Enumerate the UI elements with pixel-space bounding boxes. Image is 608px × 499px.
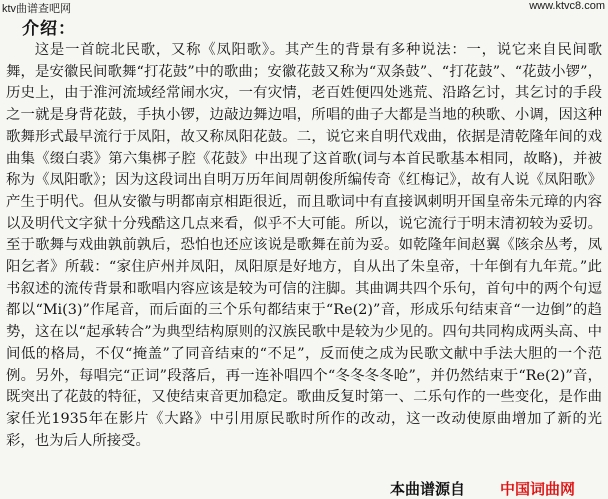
source-label: 本曲谱源自 [390, 480, 466, 498]
article-body: 这是一首皖北民歌，又称《凤阳歌》。其产生的背景有多种说法：一，说它来自民间歌舞，是安徽民间歌舞“打花鼓”中的歌曲；安徽花鼓又称为“双条鼓”、“打花鼓”、“花鼓小锣”，历史上，由于淮河流域经常闹水灾，一有灾情，老百姓便四处逃荒、沿路乞讨，其乞讨的手段之一就是身背花鼓，手执小锣，边敲边舞边唱，所唱的曲子大都是当地的秧歌、小调，因这种歌舞形式最早流行于凤阳，故又称凤阳花鼓。二，说它来自明代戏曲，依据是清乾隆年间的戏曲集《缀白裘》第六集梆子腔《花鼓》中出现了这首歌(词与本首民歌基本相同，故略)，并被称为《凤阳歌》；因为这段词出自明万历年间周朝俊所编传奇《红梅记》，故有人说《凤阳歌》产生于明代。但从安徽与明都南京相距很近，而且歌词中有直接讽刺明开国皇帝朱元璋的内容以及明代文字狱十分残酷这几点来看，似乎不大可能。所以，说它流行于明末清初较为妥切。至于歌舞与戏曲孰前孰后，恐怕也还应该说是歌舞在前为妥。如乾隆年间赵翼《陔余丛考，凤阳乞者》所载：“家住庐州并凤阳，凤阳原是好地方，自从出了朱皇帝，十年倒有九年荒。”此书叙述的流传背景和歌唱内容应该是较为可信的注脚。其曲调共四个乐句，首句中的两个句逗都以“Mi(3)”作尾音，而后面的三个乐句都结束于“Re(2)”音，形成乐句结束音“一边倒”的趋势，这在以“起承转合”为典型结构原则的汉族民歌中是较为少见的。四句共同构成两头高、中间低的格局，不仅“掩盖”了同音结束的“不足”，反而使之成为民歌文献中手法大胆的一个范例。另外，每唱完“正词”段落后，再一连补唱四个“冬冬冬冬呛”，并仍然结束于“Re(2)”音，既突出了花鼓的特征，又使结束音更加稳定。歌曲反复时第一、二乐句作的一些变化，是作曲家任光1935年在影片《大路》中引用原民歌时所作的改动，这一改动使原曲增加了新的光彩，也为后人所接受。 [6, 42, 602, 449]
watermark-right: www.ktvc8.com [529, 0, 605, 12]
source-site-link[interactable]: 中国词曲网 [500, 480, 576, 498]
watermark-left: ktv曲谱查吧网 [2, 3, 72, 15]
section-heading: 介绍： [22, 19, 76, 39]
